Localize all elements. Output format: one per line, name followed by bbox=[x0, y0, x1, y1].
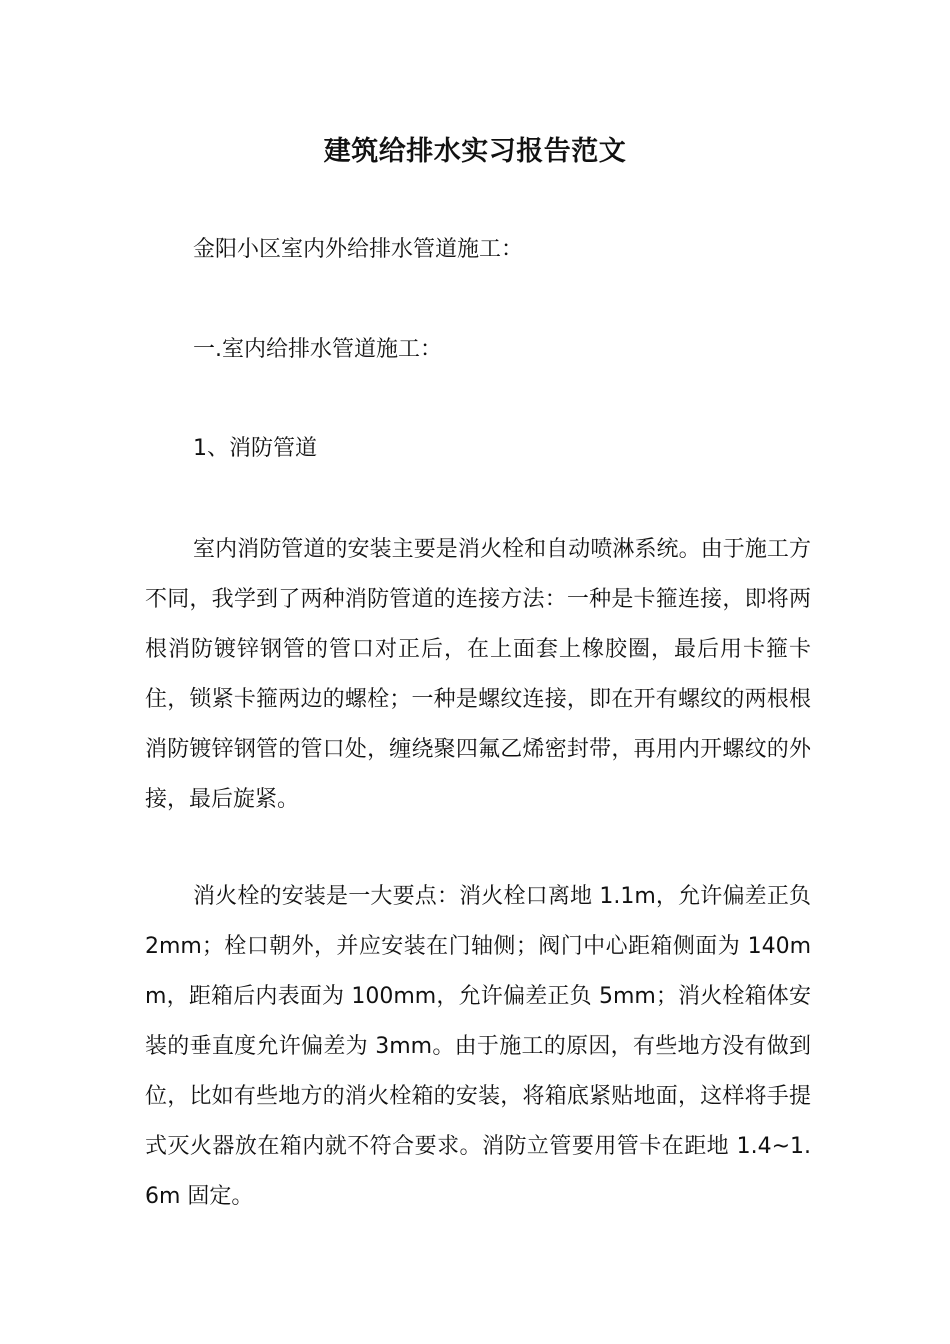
body-paragraph: 室内消防管道的安装主要是消火栓和自动喷淋系统。由于施工方不同，我学到了两种消防管道的连接方法：一种是卡箍连接，即将两根消防镀锌钢管的管口对正后，在上面套上橡胶圈，最后用卡箍卡住，锁紧卡箍两边的螺栓；一种是螺纹连接，即在开有螺纹的两根根消防镀锌钢管的管口处，缠绕聚四氟乙烯密封带，再用内开螺纹的外接，最后旋紧。 bbox=[145, 537, 811, 812]
body-paragraph: 消火栓的安装是一大要点：消火栓口离地 1.1m，允许偏差正负 2mm；栓口朝外，并应安装在门轴侧；阀门中心距箱侧面为 140mm，距箱后内表面为 100mm，允许偏差正负 5mm；消火栓箱体安装的垂直度允许偏差为 3mm。由于施工的原因，有些地方没有做到位，比如有些地方的消火栓箱的安装，将箱底紧贴地面，这样将手提式灭火器放在箱内就不符合要求。消防立管要用管卡在距地 1.4~1.6m 固定。 bbox=[145, 884, 811, 1209]
intro-line: 金阳小区室内外给排水管道施工： bbox=[193, 237, 524, 262]
document-title: 建筑给排水实习报告范文 bbox=[323, 136, 627, 167]
section-heading: 一.室内给排水管道施工： bbox=[193, 337, 442, 362]
subsection-heading: 1、消防管道 bbox=[193, 436, 317, 461]
